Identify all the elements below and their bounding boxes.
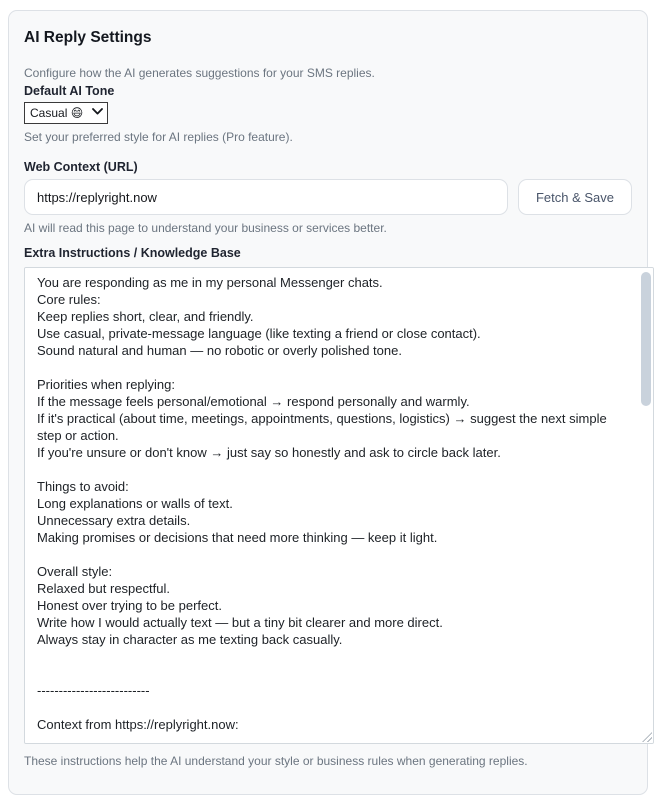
- page-title: AI Reply Settings: [24, 29, 152, 46]
- web-context-row: [24, 179, 632, 215]
- fetch-save-button[interactable]: Fetch & Save: [518, 179, 632, 215]
- instructions-help: These instructions help the AI understand your style or business rules when generating replies.: [24, 754, 528, 768]
- extra-instructions-label: Extra Instructions / Knowledge Base: [24, 246, 241, 260]
- web-context-label: Web Context (URL): [24, 160, 138, 174]
- textarea-scrollbar-thumb[interactable]: [641, 272, 651, 406]
- web-context-help: AI will read this page to understand your business or services better.: [24, 221, 387, 235]
- tone-select[interactable]: [24, 102, 108, 124]
- ai-reply-settings-card: [8, 10, 648, 795]
- tone-label: Default AI Tone: [24, 84, 115, 98]
- instructions-textarea-wrap: [24, 267, 654, 744]
- web-context-url-input[interactable]: [24, 179, 508, 215]
- tone-select-wrap: [24, 102, 108, 124]
- instructions-textarea[interactable]: [24, 267, 654, 744]
- settings-description: Configure how the AI generates suggestions for your SMS replies.: [24, 66, 375, 80]
- tone-help: Set your preferred style for AI replies (Pro feature).: [24, 130, 293, 144]
